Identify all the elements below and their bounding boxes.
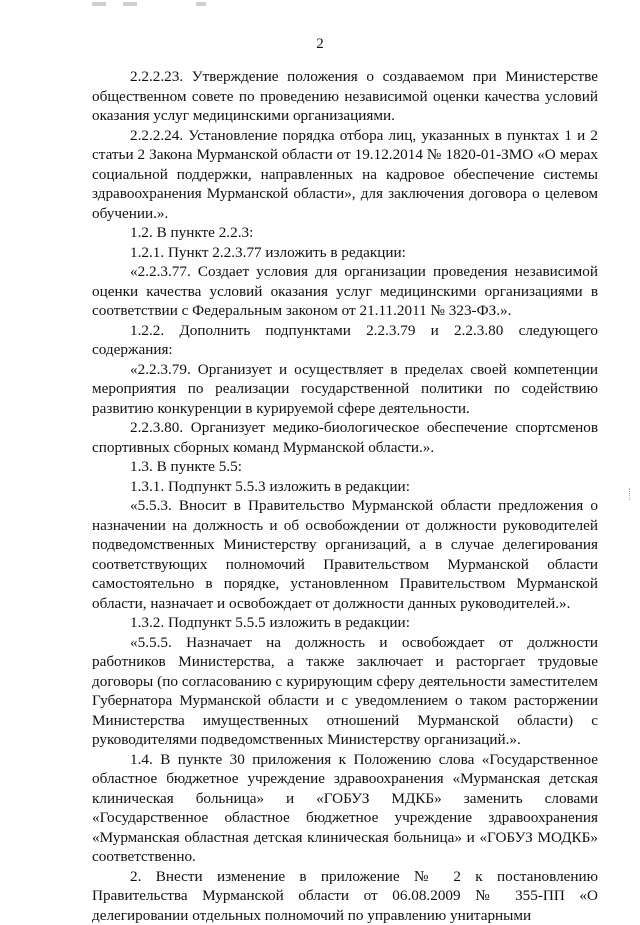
paragraph-1-3-1: 1.3.1. Подпункт 5.5.3 изложить в редакции:: [92, 477, 598, 497]
page-number: 2: [0, 36, 640, 53]
document-body: [92, 67, 598, 925]
paragraph-2-2-3-77: «2.2.3.77. Создает условия для организации проведения независимой оценки качества условий оказания услуг медицинскими организациями в соответствии с Федеральным законом от 21.11.2011 № 323-ФЗ.».: [92, 262, 598, 321]
scan-artifact: [92, 2, 106, 6]
paragraph-2: 2. Внести изменение в приложение № 2 к постановлению Правительства Мурманской области от 06.08.2009 № 355-ПП «О делегировании отдельных полномочий по управлению унитарными: [92, 867, 598, 925]
paragraph-5-5-3: «5.5.3. Вносит в Правительство Мурманской области предложения о назначении на должность и об освобождении от должности руководителей подведомственных Министерству организаций, а в случае делегирования соответствующих полномочий Правительством Мурманской области самостоятельно в порядке, установленном Правительством Мурманской области, назначает и освобождает от должности данных руководителей.».: [92, 496, 598, 613]
scan-artifact: [629, 488, 636, 500]
paragraph-1-2: 1.2. В пункте 2.2.3:: [92, 223, 598, 243]
paragraph-1-2-1: 1.2.1. Пункт 2.2.3.77 изложить в редакции:: [92, 243, 598, 263]
scan-artifact: [196, 2, 206, 6]
paragraph-5-5-5: «5.5.5. Назначает на должность и освобождает от должности работников Министерства, а также заключает и расторгает трудовые договоры (по согласованию с курирующим сферу деятельности заместителем Губернатора Мурманской области и с уведомлением о таком расторжении Министерства имущественных отношений Мурманской области) с руководителями подведомственных Министерству организаций.».: [92, 633, 598, 750]
paragraph-1-4: 1.4. В пункте 30 приложения к Положению слова «Государственное областное бюджетное учреждение здравоохранения «Мурманская детская клиническая больница» и «ГОБУЗ МДКБ» заменить словами «Государственное областное бюджетное учреждение здравоохранения «Мурманская областная детская клиническая больница» и «ГОБУЗ МОДКБ» соответственно.: [92, 750, 598, 867]
paragraph-2-2-2-24: 2.2.2.24. Установление порядка отбора лиц, указанных в пунктах 1 и 2 статьи 2 Закона Мурманской области от 19.12.2014 № 1820-01-ЗМО «О мерах социальной поддержки, направленных на кадровое обеспечение системы здравоохранения Мурманской области», для заключения договора о целевом обучении.».: [92, 126, 598, 224]
paragraph-2-2-3-79: «2.2.3.79. Организует и осуществляет в пределах своей компетенции мероприятия по реализации государственной политики по содействию развитию конкуренции в курируемой сфере деятельности.: [92, 360, 598, 419]
scan-artifact: [123, 2, 137, 6]
paragraph-1-3-2: 1.3.2. Подпункт 5.5.5 изложить в редакции:: [92, 613, 598, 633]
paragraph-1-2-2: 1.2.2. Дополнить подпунктами 2.2.3.79 и 2.2.3.80 следующего содержания:: [92, 321, 598, 360]
paragraph-2-2-3-80: 2.2.3.80. Организует медико-биологическое обеспечение спортсменов спортивных сборных команд Мурманской области.».: [92, 418, 598, 457]
paragraph-2-2-2-23: 2.2.2.23. Утверждение положения о создаваемом при Министерстве общественном совете по проведению независимой оценки качества условий оказания услуг медицинскими организациями.: [92, 67, 598, 126]
paragraph-1-3: 1.3. В пункте 5.5:: [92, 457, 598, 477]
